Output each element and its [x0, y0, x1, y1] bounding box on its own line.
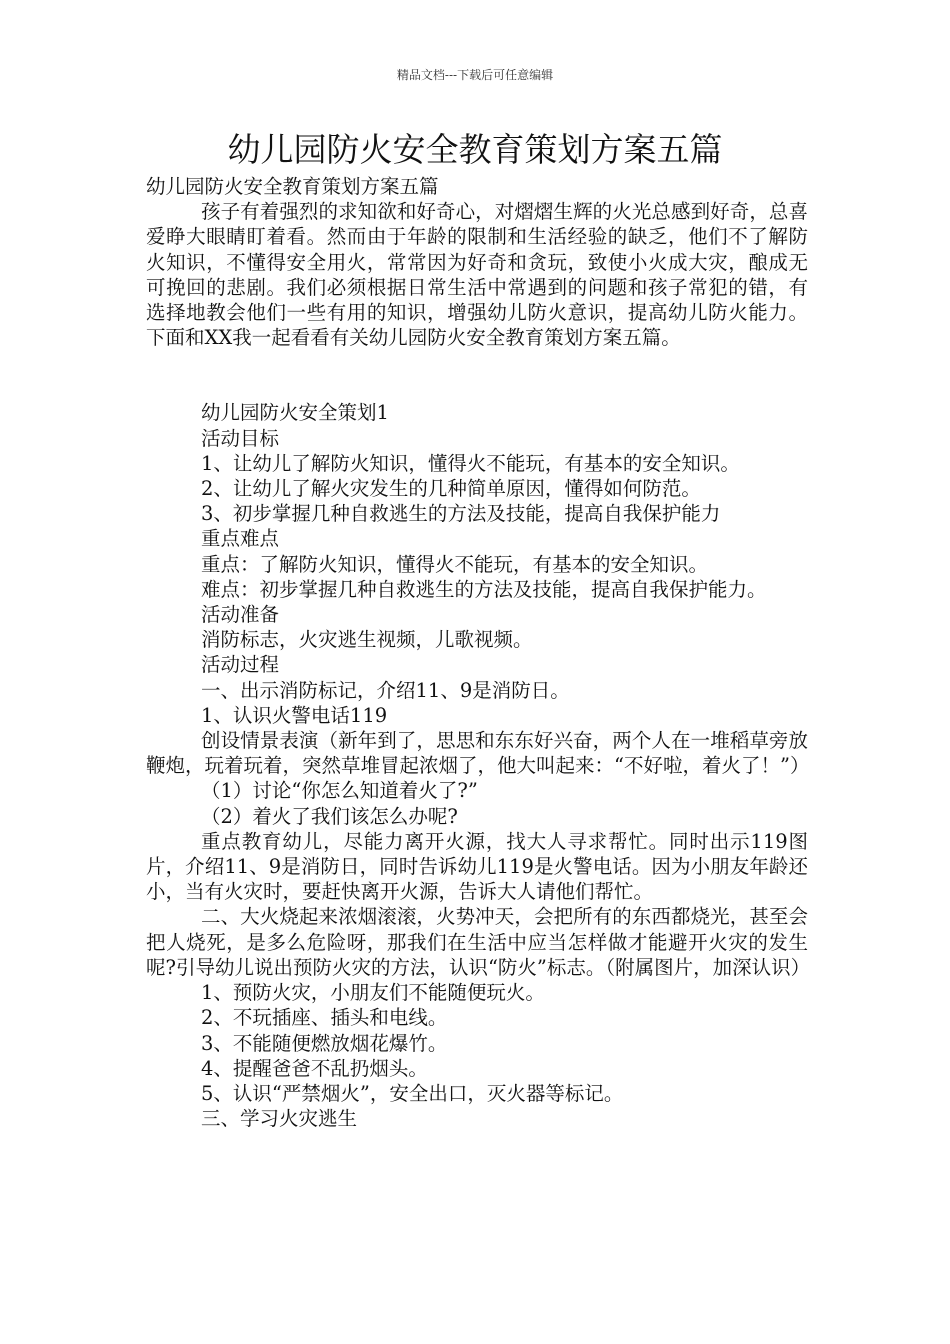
paragraph: （1）讨论“你怎么知道着火了?”: [201, 779, 478, 803]
paragraph: 重点难点: [201, 527, 280, 551]
paragraph: 二、大火烧起来浓烟滚滚，火势冲天，会把所有的东西都烧光，甚至会把人烧死，是多么危险呀，那我们在生活中应当怎样做才能避开火灾的发生呢?引导幼儿说出预防火灾的方法，认识“防火”标志。（附属图片，加深认识）: [146, 905, 811, 979]
paragraph: 一、出示消防标记，介绍11、9是消防日。: [201, 678, 570, 702]
paragraph: 3、初步掌握几种自救逃生的方法及技能，提高自我保护能力: [201, 502, 721, 526]
paragraph: （2）着火了我们该怎么办呢?: [201, 804, 458, 828]
paragraph: 消防标志，火灾逃生视频，儿歌视频。: [201, 628, 533, 652]
paragraph: 幼儿园防火安全教育策划方案五篇: [146, 175, 439, 198]
paragraph: 难点：初步掌握几种自救逃生的方法及技能，提高自我保护能力。: [201, 577, 767, 601]
document-body: [146, 174, 811, 1131]
page-header: 精品文档---下载后可任意编辑: [396, 68, 554, 82]
paragraph: 幼儿园防火安全策划1: [201, 401, 389, 425]
paragraph: 活动目标: [201, 426, 280, 450]
paragraph: 4、提醒爸爸不乱扔烟头。: [201, 1056, 428, 1080]
paragraph: 2、让幼儿了解火灾发生的几种简单原因，懂得如何防范。: [201, 477, 701, 501]
paragraph: 1、预防火灾，小朋友们不能随便玩火。: [201, 981, 545, 1005]
paragraph: 活动过程: [201, 653, 280, 677]
paragraph: 活动准备: [201, 603, 280, 627]
document-title: 幼儿园防火安全教育策划方案五篇: [227, 130, 723, 169]
paragraph: 三、学习火灾逃生: [201, 1107, 358, 1131]
paragraph: 3、不能随便燃放烟花爆竹。: [201, 1031, 448, 1055]
paragraph: 重点教育幼儿，尽能力离开火源，找大人寻求帮忙。同时出示119图片，介绍11、9是消防日，同时告诉幼儿119是火警电话。因为小朋友年龄还小，当有火灾时，要赶快离开火源，告诉大人请他们帮忙。: [146, 829, 808, 904]
paragraph: 孩子有着强烈的求知欲和好奇心，对熠熠生辉的火光总感到好奇，总喜爱睁大眼睛盯着看。然而由于年龄的限制和生活经验的缺乏，他们不了解防火知识，不懂得安全用火，常常因为好奇和贪玩，致使小火成大灾，酿成无可挽回的悲剧。我们必须根据日常生活中常遇到的问题和孩子常犯的错，有选择地教会他们一些有用的知识，增强幼儿防火意识，提高幼儿防火能力。下面和XX我一起看看有关幼儿园防火安全教育策划方案五篇。: [146, 200, 808, 350]
paragraph: 创设情景表演（新年到了，思思和东东好兴奋，两个人在一堆稻草旁放鞭炮，玩着玩着，突然草堆冒起浓烟了，他大叫起来：“不好啦，着火了！”）: [146, 729, 810, 778]
paragraph: 重点：了解防火知识，懂得火不能玩，有基本的安全知识。: [201, 552, 709, 576]
blank-line: [146, 350, 808, 400]
paragraph: 5、认识“严禁烟火”，安全出口，灭火器等标记。: [201, 1081, 624, 1105]
paragraph: 2、不玩插座、插头和电线。: [201, 1006, 448, 1030]
paragraph: 1、让幼儿了解防火知识，懂得火不能玩，有基本的安全知识。: [201, 451, 740, 475]
paragraph: 1、认识火警电话119: [201, 703, 388, 727]
